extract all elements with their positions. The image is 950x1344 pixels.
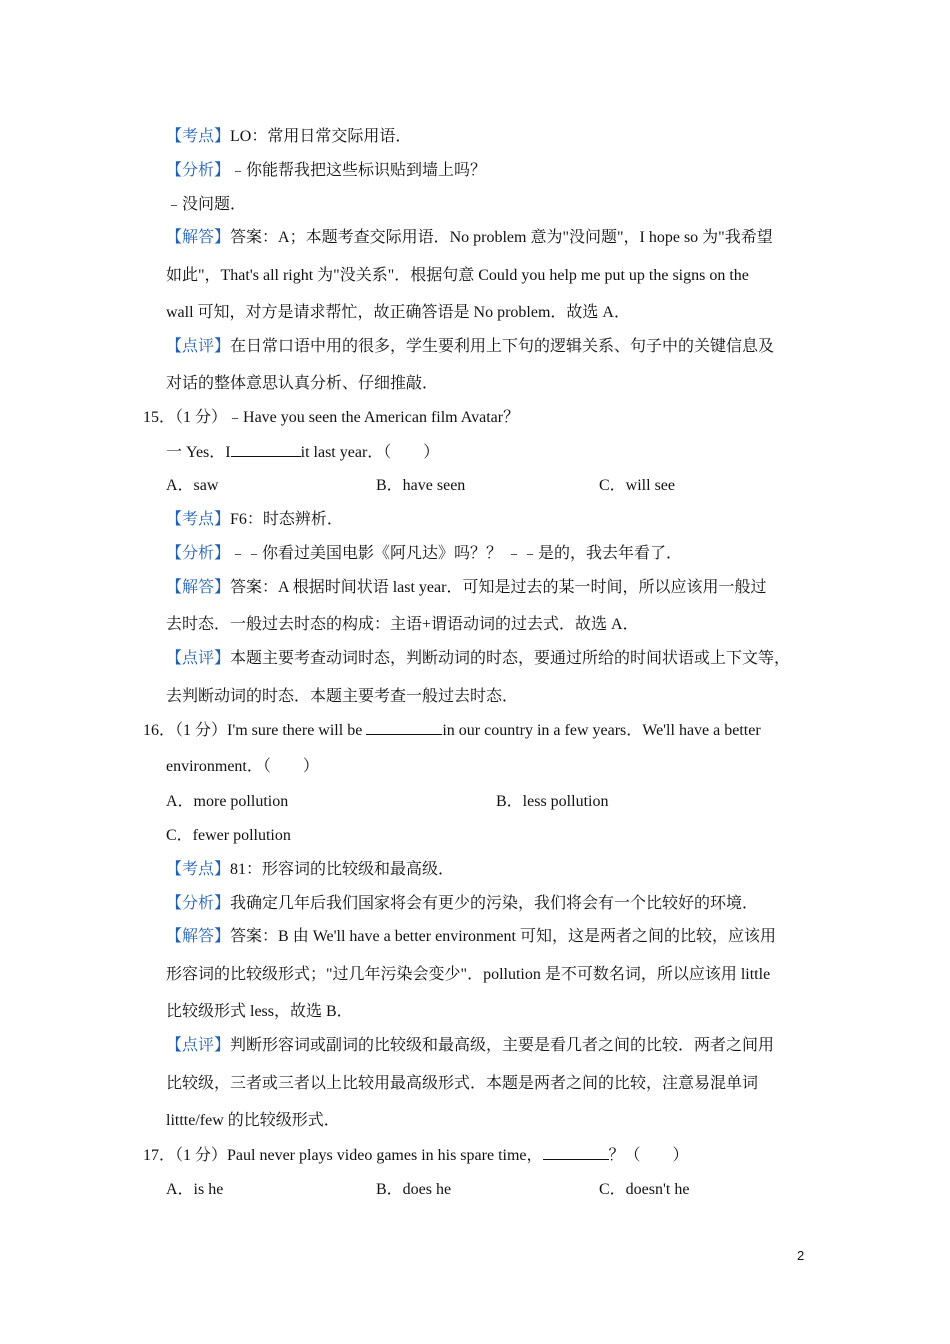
q15-stem-line-2	[166, 442, 439, 463]
q14-dianping-line-2: 对话的整体意思认真分析、仔细推敲．	[166, 375, 439, 392]
q17-option-a: A．is he	[166, 1181, 224, 1198]
q17-option-c: C．doesn't he	[599, 1181, 690, 1198]
q15-jieda-text: 答案：A 根据时间状语 last year．可知是过去的某一时间，所以应该用一般过	[230, 579, 767, 596]
q14-jieda-text: 答案：A；本题考查交际用语．No problem 意为"没问题"，I hope so 为"我希望	[230, 229, 773, 246]
q15-kaodian-line	[166, 510, 343, 530]
fenxi-tag: 【分析】	[166, 162, 231, 179]
q14-fenxi-line	[166, 161, 486, 181]
q15-stem	[143, 408, 519, 428]
q15-kaodian-text: F6：时态辨析．	[230, 511, 343, 528]
jieda-tag: 【解答】	[166, 229, 231, 246]
kaodian-tag: 【考点】	[166, 511, 231, 528]
q15-stem-text: （1 分）﹣Have you seen the American film Avatar？	[175, 409, 520, 426]
answer-blank	[543, 1145, 609, 1160]
q16-stem	[143, 720, 761, 741]
q16-dianping-line	[166, 1036, 774, 1056]
answer-blank	[231, 442, 301, 457]
jieda-tag: 【解答】	[166, 579, 231, 596]
q16-jieda-line	[166, 927, 776, 947]
q15-dianping-text: 本题主要考查动词时态，判断动词的时态，要通过所给的时间状语或上下文等，	[230, 650, 791, 667]
q16-stem-part-b: in our country in a few years．We'll have a better	[442, 722, 761, 739]
q16-dianping-line-3: littte/few 的比较级形式．	[166, 1112, 340, 1129]
question-number: 15．	[143, 409, 176, 426]
q14-fenxi-text: ﹣你能帮我把这些标识贴到墙上吗？	[230, 162, 487, 179]
q16-jieda-line-2: 形容词的比较级形式；"过几年污染会变少"．pollution 是不可数名词，所以应该用 little	[166, 966, 771, 983]
q16-dianping-text: 判断形容词或副词的比较级和最高级，主要是看几者之间的比较．两者之间用	[230, 1037, 775, 1054]
q16-stem-line-2: environment．（ ）	[166, 758, 319, 775]
q14-jieda-line-2: 如此"，That's all right 为"没关系"．根据句意 Could you help me put up the signs on the	[166, 267, 749, 284]
question-number: 17．	[143, 1147, 176, 1164]
q16-jieda-text: 答案：B 由 We'll have a better environment 可知，这是两者之间的比较，应该用	[230, 928, 776, 945]
kaodian-tag: 【考点】	[166, 861, 231, 878]
dianping-tag: 【点评】	[166, 338, 231, 355]
q15-dianping-line	[166, 649, 790, 669]
kaodian-tag: 【考点】	[166, 128, 231, 145]
q17-stem-part-a: （1 分）Paul never plays video games in his spare time，	[175, 1147, 543, 1164]
q15-jieda-line-2: 去时态．一般过去时态的构成：主语+谓语动词的过去式．故选 A．	[166, 616, 639, 633]
q14-fenxi-line-2: ﹣没问题．	[166, 196, 247, 213]
q16-kaodian-line	[166, 860, 454, 880]
q17-option-b: B．does he	[376, 1181, 452, 1198]
q17-stem	[143, 1145, 689, 1166]
q16-fenxi-line	[166, 894, 758, 914]
q15-option-b: B．have seen	[376, 477, 466, 494]
dianping-tag: 【点评】	[166, 650, 231, 667]
q16-option-a: A．more pollution	[166, 793, 289, 810]
q14-dianping-text: 在日常口语中用的很多，学生要利用上下句的逻辑关系、句子中的关键信息及	[230, 338, 775, 355]
q16-fenxi-text: 我确定几年后我们国家将会有更少的污染，我们将会有一个比较好的环境．	[230, 895, 759, 912]
q16-jieda-line-3: 比较级形式 less，故选 B．	[166, 1003, 353, 1020]
q15-stem-part-b: it last year．（ ）	[300, 444, 440, 461]
q15-fenxi-line	[166, 544, 682, 564]
jieda-tag: 【解答】	[166, 928, 231, 945]
q15-dianping-line-2: 去判断动词的时态．本题主要考查一般过去时态．	[166, 688, 519, 705]
q15-jieda-line	[166, 578, 766, 598]
dianping-tag: 【点评】	[166, 1037, 231, 1054]
question-number: 16．	[143, 722, 176, 739]
q15-stem-part-a: 一 Yes．I	[166, 444, 231, 461]
q14-kaodian-text: LO：常用日常交际用语．	[230, 128, 412, 145]
page-number: 2	[797, 1248, 805, 1263]
q14-dianping-line	[166, 337, 774, 357]
fenxi-tag: 【分析】	[166, 545, 231, 562]
q16-stem-part-a: （1 分）I'm sure there will be	[175, 722, 367, 739]
q16-kaodian-text: 81：形容词的比较级和最高级．	[230, 861, 455, 878]
q14-jieda-line-3: wall 可知，对方是请求帮忙，故正确答语是 No problem．故选 A．	[166, 304, 630, 321]
q15-option-c: C．will see	[599, 477, 675, 494]
q14-kaodian-line	[166, 127, 411, 147]
q15-option-a: A．saw	[166, 477, 219, 494]
q14-jieda-line	[166, 228, 773, 248]
q16-dianping-line-2: 比较级，三者或三者以上比较用最高级形式．本题是两者之间的比较，注意易混单词	[166, 1075, 759, 1092]
fenxi-tag: 【分析】	[166, 895, 231, 912]
answer-blank	[366, 720, 442, 735]
q17-stem-part-b: ？（ ）	[608, 1147, 689, 1164]
q16-option-c: C．fewer pollution	[166, 827, 291, 844]
q16-option-b: B．less pollution	[496, 793, 609, 810]
q15-fenxi-text: ﹣﹣你看过美国电影《阿凡达》吗？？ ﹣﹣是的，我去年看了．	[230, 545, 683, 562]
